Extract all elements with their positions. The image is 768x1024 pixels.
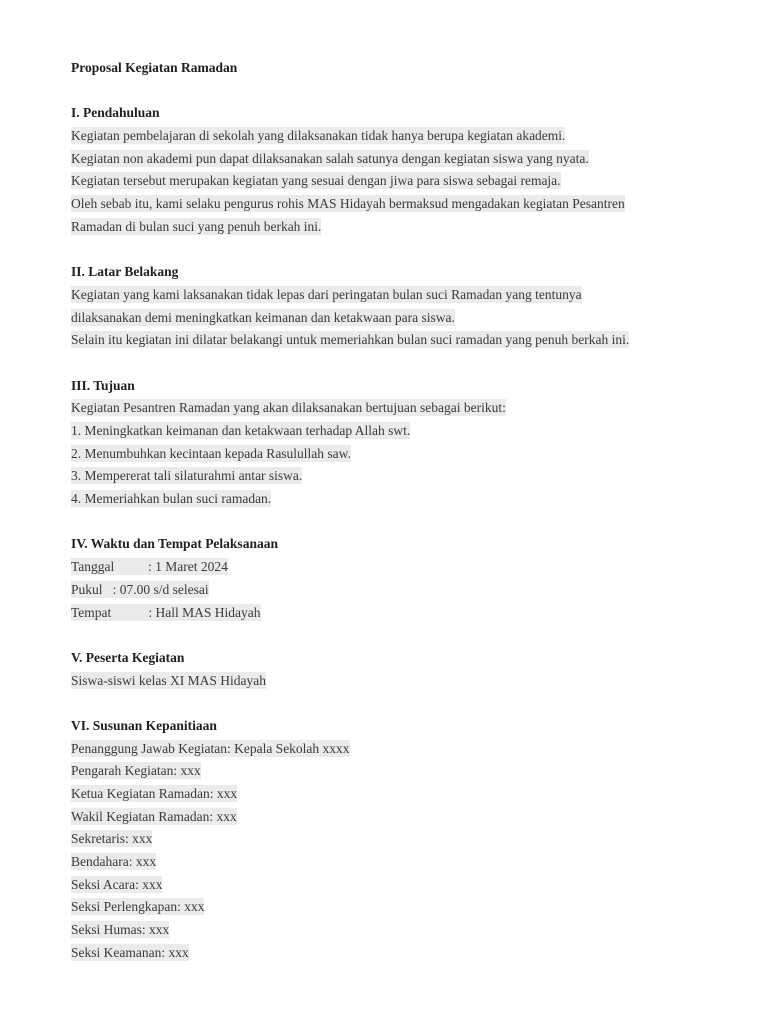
section-heading: VI. Susunan Kepanitiaan [71, 717, 217, 733]
committee-item: Bendahara: xxx [71, 854, 157, 870]
section-tujuan [71, 375, 711, 511]
section-heading: II. Latar Belakang [71, 264, 179, 280]
spacer [71, 80, 711, 103]
committee-item: Wakil Kegiatan Ramadan: xxx [71, 808, 237, 824]
section-pendahuluan [71, 102, 711, 238]
committee-item: Seksi Acara: xxx [71, 876, 163, 892]
paragraph-line: Kegiatan non akademi pun dapat dilaksanakan salah satunya dengan kegiatan siswa yang nyata. [71, 150, 589, 166]
paragraph-line: Siswa-siswi kelas XI MAS Hidayah [71, 672, 266, 688]
spacer [71, 239, 711, 262]
spacer [71, 624, 711, 647]
paragraph-line: Kegiatan yang kami laksanakan tidak lepas dari peringatan bulan suci Ramadan yang tentunya [71, 286, 582, 302]
paragraph-line: Ramadan di bulan suci yang penuh berkah ini. [71, 218, 322, 234]
list-item: 1. Meningkatkan keimanan dan ketakwaan terhadap Allah swt. [71, 423, 411, 438]
paragraph-line: Kegiatan pembelajaran di sekolah yang dilaksanakan tidak hanya berupa kegiatan akademi. [71, 128, 566, 144]
detail-pukul: Pukul : 07.00 s/d selesai [71, 581, 209, 597]
list-item: 4. Memeriahkan bulan suci ramadan. [71, 491, 272, 507]
detail-tanggal: Tanggal : 1 Maret 2024 [71, 559, 228, 575]
committee-item: Sekretaris: xxx [71, 831, 153, 847]
spacer [71, 692, 711, 715]
list-item: 2. Menumbuhkan kecintaan kepada Rasulullah saw. [71, 445, 351, 461]
spacer [71, 352, 711, 375]
paragraph-line: Kegiatan tersebut merupakan kegiatan yang sesuai dengan jiwa para siswa sebagai remaja. [71, 173, 561, 189]
committee-item: Seksi Perlengkapan: xxx [71, 899, 205, 915]
spacer [71, 511, 711, 534]
section-waktu-tempat [71, 533, 711, 624]
paragraph-line: Kegiatan Pesantren Ramadan yang akan dilaksanakan bertujuan sebagai berikut: [71, 400, 506, 416]
list-item: 3. Mempererat tali silaturahmi antar siswa. [71, 468, 303, 484]
committee-item: Pengarah Kegiatan: xxx [71, 763, 201, 779]
section-heading: IV. Waktu dan Tempat Pelaksanaan [71, 536, 278, 552]
committee-item: Seksi Humas: xxx [71, 922, 170, 938]
section-kepanitiaan [71, 715, 711, 965]
committee-item: Penanggung Jawab Kegiatan: Kepala Sekolah xxxx [71, 740, 350, 756]
document-page [71, 57, 711, 965]
detail-tempat: Tempat : Hall MAS Hidayah [71, 604, 261, 620]
section-heading: III. Tujuan [71, 377, 135, 393]
section-peserta [71, 647, 711, 692]
section-heading: I. Pendahuluan [71, 105, 160, 121]
committee-item: Seksi Keamanan: xxx [71, 944, 189, 960]
section-latar-belakang [71, 261, 711, 352]
paragraph-line: dilaksanakan demi meningkatkan keimanan dan ketakwaan para siswa. [71, 309, 455, 325]
paragraph-line: Oleh sebab itu, kami selaku pengurus rohis MAS Hidayah bermaksud mengadakan kegiatan Pesantren [71, 196, 625, 212]
document-title: Proposal Kegiatan Ramadan [71, 60, 238, 75]
section-heading: V. Peserta Kegiatan [71, 649, 185, 665]
paragraph-line: Selain itu kegiatan ini dilatar belakangi untuk memeriahkan bulan suci ramadan yang penuh berkah ini. [71, 332, 630, 348]
committee-item: Ketua Kegiatan Ramadan: xxx [71, 786, 238, 801]
